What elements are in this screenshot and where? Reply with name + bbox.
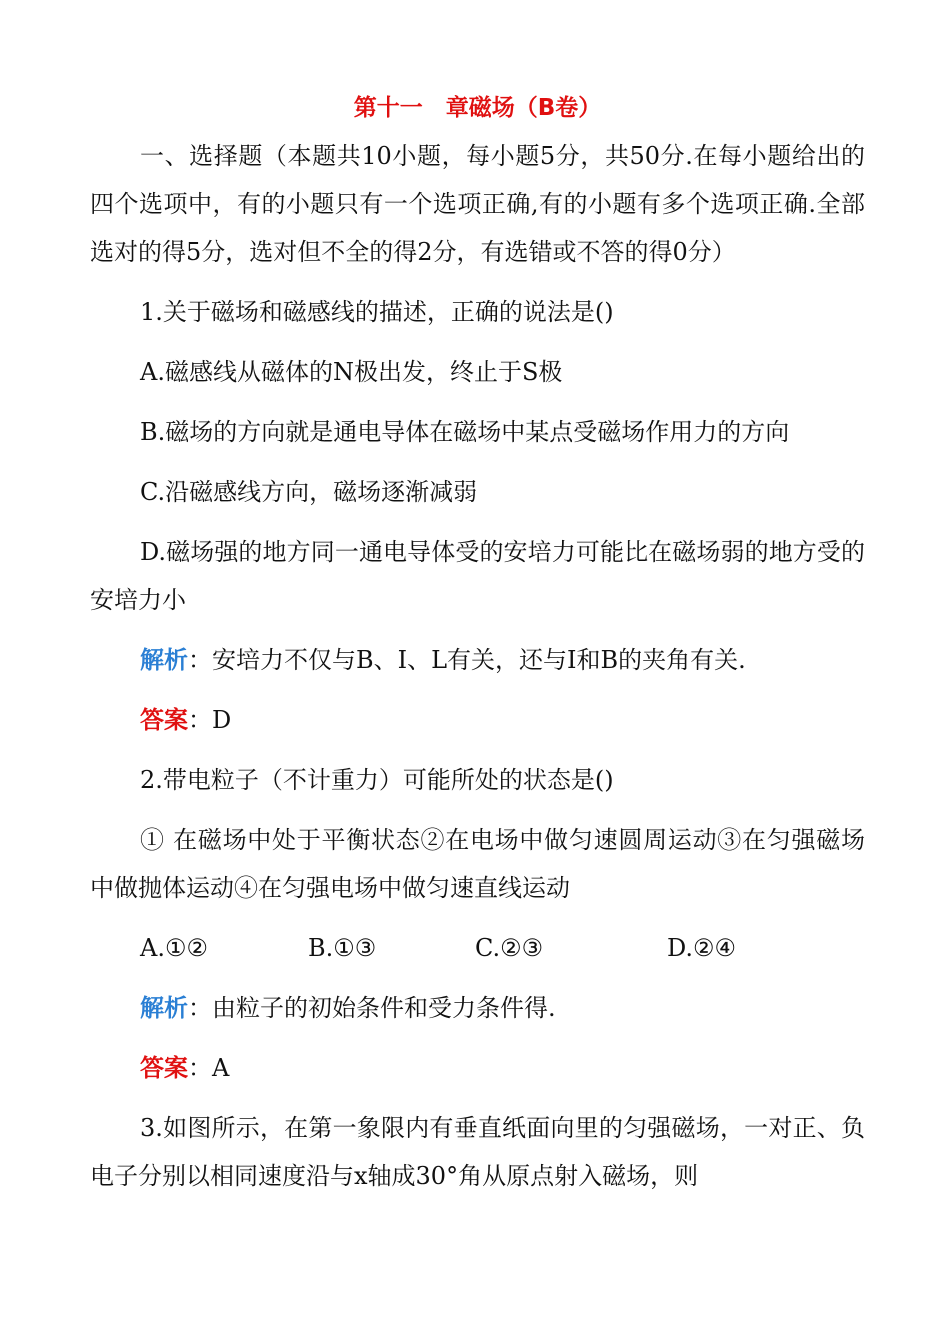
q2-option-b: B.①③	[308, 934, 377, 962]
analysis-label: 解析	[140, 646, 188, 674]
answer-text: ：A	[188, 1054, 230, 1082]
page-title: 第十一 章磁场（B卷）	[353, 95, 602, 121]
q3-stem: 3.如图所示，在第一象限内有垂直纸面向里的匀强磁场，一对正、负电子分别以相同速度沿与x轴成30°角从原点射入磁场，则	[90, 1114, 865, 1190]
answer-label: 答案	[140, 706, 188, 734]
answer-text: ：D	[188, 706, 232, 734]
q2-answer	[90, 1044, 865, 1092]
q2-option-c: C.②③	[475, 934, 544, 962]
analysis-text: ：安培力不仅与B、I、L有关，还与I和B的夹角有关.	[188, 646, 746, 674]
q1-option-d: D.磁场强的地方同一通电导体受的安培力可能比在磁场弱的地方受的安培力小	[90, 538, 865, 614]
q2-option-d: D.②④	[667, 934, 737, 962]
q2-option-a: A.①②	[140, 934, 208, 962]
answer-label: 答案	[140, 1054, 188, 1082]
q2-statements: ① 在磁场中处于平衡状态②在电场中做匀速圆周运动③在匀强磁场中做抛体运动④在匀强电场中做匀速直线运动	[90, 826, 865, 902]
analysis-label: 解析	[140, 994, 188, 1022]
q2-analysis	[90, 984, 865, 1032]
analysis-text: ：由粒子的初始条件和受力条件得.	[188, 994, 556, 1022]
q1-option-c: C.沿磁感线方向，磁场逐渐减弱	[140, 478, 478, 506]
q1-option-b: B.磁场的方向就是通电导体在磁场中某点受磁场作用力的方向	[140, 418, 790, 446]
q1-answer	[90, 696, 865, 744]
document-page	[90, 88, 865, 1200]
q2-options	[90, 924, 865, 972]
section-intro: 一、选择题（本题共10小题，每小题5分，共50分.在每小题给出的四个选项中，有的小题只有一个选项正确,有的小题有多个选项正确.全部选对的得5分，选对但不全的得2分，有选错或不答的得0分）	[90, 142, 865, 266]
q1-analysis	[90, 636, 865, 684]
q1-option-a: A.磁感线从磁体的N极出发，终止于S极	[140, 358, 563, 386]
q2-stem: 2.带电粒子（不计重力）可能所处的状态是()	[140, 766, 614, 794]
q1-stem: 1.关于磁场和磁感线的描述，正确的说法是()	[140, 298, 614, 326]
